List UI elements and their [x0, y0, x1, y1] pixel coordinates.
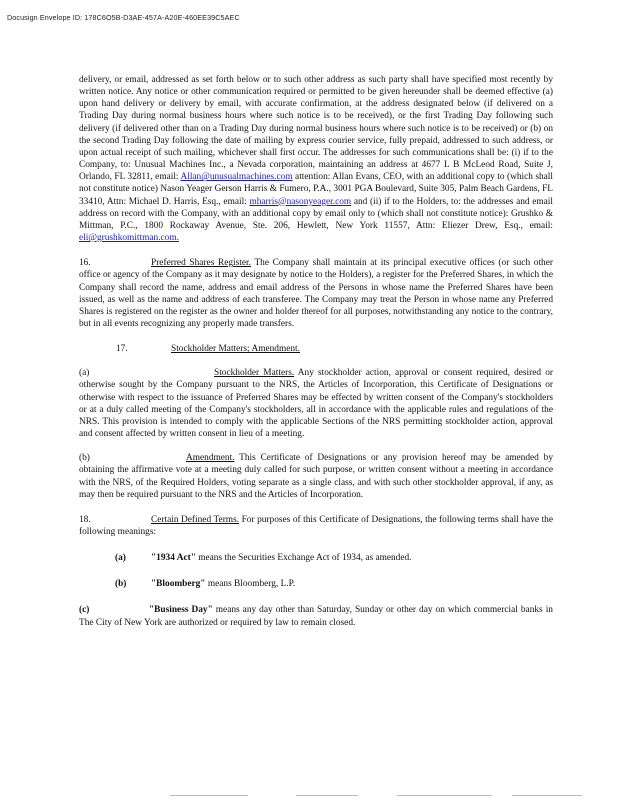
definition-text: means Bloomberg, L.P.: [205, 579, 296, 590]
section-17-heading-line: [79, 343, 553, 355]
definition-label: (c): [79, 605, 90, 616]
signature-line: [512, 795, 582, 796]
section-17a-paragraph: [79, 367, 553, 440]
section-17b-heading: Amendment.: [186, 453, 235, 464]
email-link-mharris[interactable]: mharris@nasonyeager.com: [249, 196, 352, 207]
notice-text-3: and (ii) if to the Holders, to: the addresses and email address on record with the Company, with an additional copy by email only to (which shall not constitute notice): Grushko & Mittman, P.C., 1800 Rockaway Avenue, Ste. 206, Hewlett, New York 11557, Attn: Eliezer Drew, Esq., email:: [79, 196, 553, 231]
section-16-heading: Preferred Shares Register.: [151, 258, 251, 269]
notice-text-1: delivery, or email, addressed as set forth below or to such other address as such party shall have specified most recently by written notice. Any notice or other communication required or permitted to be given hereunder shall be deemed effective (a) upon hand delivery or delivery by email, with accurate confirmation, at the address designated below (if delivered on a Trading Day during normal business hours where such notice is to be received), or the first Trading Day following such delivery (if delivered other than on a Trading Day during normal business hours where such notice is to be received) or (b) on the second Trading Day following the date of mailing by express courier service, fully prepaid, addressed to such address, or upon actual receipt of such mailing, whichever shall first occur. The addresses for such communications shall be: (i) if to the Company, to: Unusual Machines Inc., a Nevada corporation, maintaining an address at 4677 L B McLeod Road, Suite J, Orlando, FL 32811, email:: [79, 75, 553, 183]
section-18-paragraph: [79, 514, 553, 538]
docusign-envelope-id: Docusign Envelope ID: 178C6O5B-D3AE-457A-A20E-460EE39C5AEC: [7, 13, 240, 22]
section-17a-heading: Stockholder Matters.: [214, 368, 295, 379]
section-18-heading: Certain Defined Terms.: [151, 514, 240, 525]
definition-term: "Bloomberg": [151, 579, 206, 590]
definition-item: [79, 552, 553, 564]
definition-term: "Business Day": [149, 605, 213, 616]
definition-term: "1934 Act": [151, 553, 196, 564]
notice-paragraph: [79, 74, 553, 244]
section-17b-label: (b): [79, 453, 90, 464]
section-17a-body: Any stockholder action, approval or consent required, desired or otherwise sought by the Company pursuant to the NRS, the Articles of Incorporation, this Certificate of Designations or otherwise with respect to the issuance of Preferred Shares may be effected by written consent of the Company's stockholders or at a duly called meeting of the Company's stockholders, all in accordance with the applicable rules and regulations of the NRS. This provision is intended to comply with the applicable Sections of the NRS permitting stockholder action, approval and consent affected by written consent in lieu of a meeting.: [79, 368, 553, 440]
definition-item: [79, 604, 553, 628]
email-link-allan[interactable]: Allan@unusualmachines.com: [180, 172, 293, 183]
definition-label: (b): [115, 579, 127, 590]
notice-text-2: attention: Allan Evans, CEO, with an additional copy to (which shall not constitute notice) Nason Yeager Gerson Harris & Fumero, P.A., 3001 PGA Boulevard, Suite 305, Palm Beach Gardens, FL 33410, Attn: Michael D. Harris, Esq., email:: [79, 172, 553, 207]
document-body: [79, 74, 553, 629]
section-16-number: 16.: [79, 258, 91, 269]
email-link-eli[interactable]: eli@grushkomittman.com.: [79, 233, 179, 244]
section-16-paragraph: [79, 257, 553, 330]
section-18-body: For purposes of this Certificate of Designations, the following terms shall have the following meanings:: [79, 514, 553, 537]
signature-line: [296, 795, 358, 796]
definition-text: means any day other than Saturday, Sunday or other day on which commercial banks in The City of New York are authorized or required by law to remain closed.: [79, 605, 553, 628]
section-18-number: 18.: [79, 514, 91, 525]
signature-line: [170, 795, 248, 796]
signature-line: [397, 795, 492, 796]
section-17b-paragraph: [79, 452, 553, 501]
section-16-body: The Company shall maintain at its principal executive offices (or such other office or agency of the Company as it may designate by notice to the Holders), a register for the Preferred Shares, in which the Company shall record the name, address and email address of the Persons in whose name the Preferred Shares have been issued, as well as the name and address of each transferee. The Company may treat the Person in whose name any Preferred Shares is registered on the register as the owner and holder thereof for all purposes, notwithstanding any notice to the contrary, but in all events recognizing any properly made transfers.: [79, 258, 553, 329]
signature-lines: [0, 795, 619, 800]
section-17-number: 17.: [116, 344, 128, 355]
definition-item: [79, 578, 553, 590]
section-17-heading: Stockholder Matters; Amendment.: [171, 344, 300, 355]
definition-text: means the Securities Exchange Act of 1934, as amended.: [195, 553, 412, 564]
section-17b-body: This Certificate of Designations or any provision hereof may be amended by obtaining the affirmative vote at a meeting duly called for such purpose, or written consent without a meeting in accordance with the NRS, of the Required Holders, voting separate as a single class, and with such other stockholder approval, if any, as may then be required pursuant to the NRS and the Articles of Incorporation.: [79, 453, 553, 500]
section-17a-label: (a): [79, 368, 90, 379]
definition-label: (a): [115, 553, 126, 564]
